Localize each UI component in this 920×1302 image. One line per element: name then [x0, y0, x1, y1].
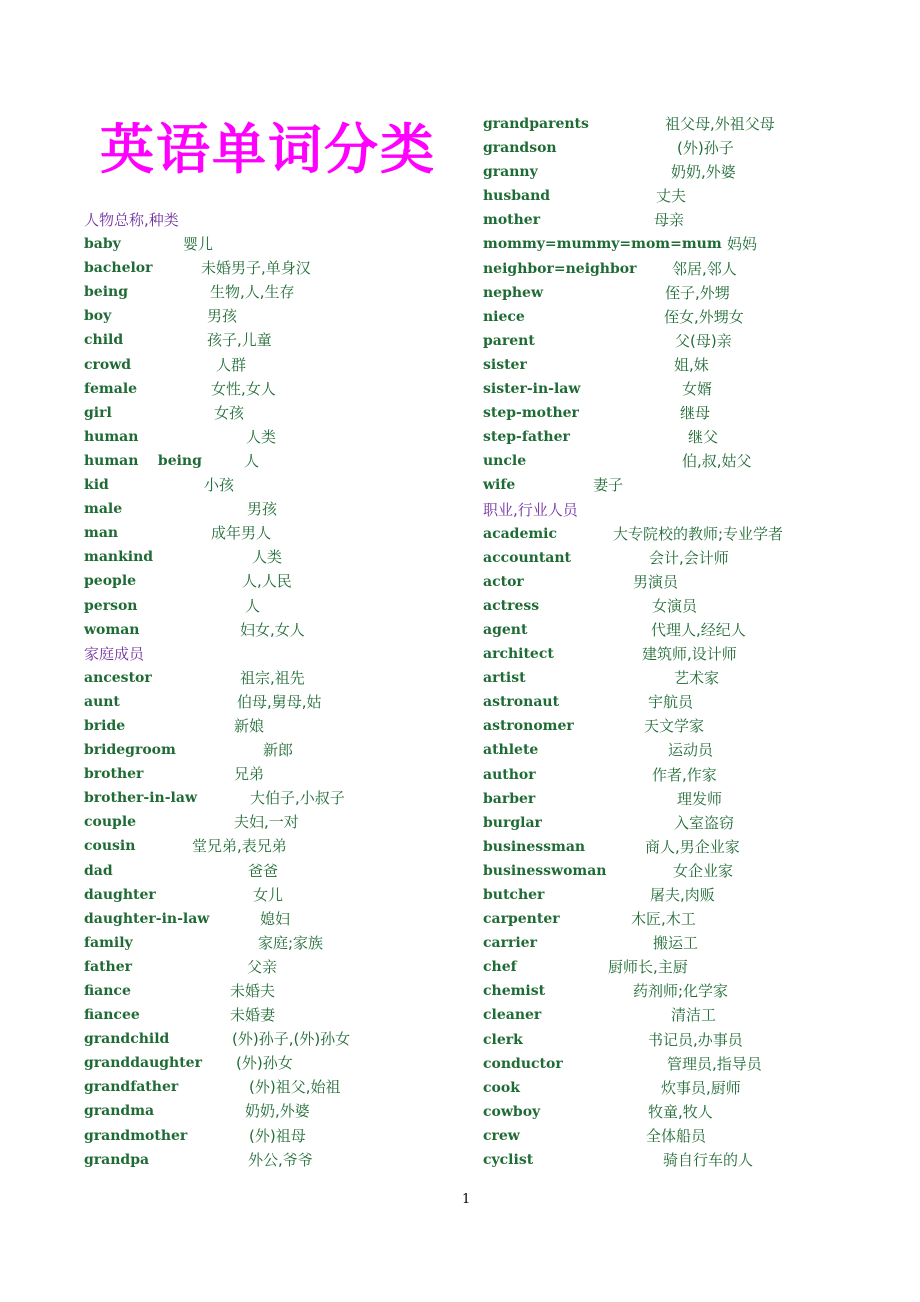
chinese-meaning: 木匠,木工 — [631, 910, 696, 929]
chinese-meaning: 理发师 — [677, 789, 723, 808]
english-word: couple — [84, 814, 137, 831]
chinese-meaning: 未婚男子,单身汉 — [201, 259, 311, 278]
chinese-meaning: 人类 — [246, 427, 277, 446]
chinese-meaning: 作者,作家 — [652, 765, 717, 784]
english-word: academic — [483, 525, 558, 542]
chinese-meaning: 男演员 — [633, 572, 679, 591]
chinese-meaning: 孩子,儿童 — [207, 331, 272, 350]
english-word: male — [84, 501, 123, 518]
chinese-meaning: 大专院校的教师;专业学者 — [613, 524, 784, 543]
chinese-meaning: 天文学家 — [644, 717, 705, 736]
english-word: child — [84, 332, 124, 349]
chinese-meaning: 丈夫 — [656, 187, 687, 206]
english-word: grandma — [84, 1103, 155, 1120]
english-word: family — [84, 934, 133, 951]
english-word: astronomer — [483, 718, 574, 735]
english-word: burglar — [483, 814, 542, 831]
chinese-meaning: 人 — [244, 451, 260, 470]
chinese-meaning: 清洁工 — [671, 1006, 717, 1025]
english-word: ancestor — [84, 669, 152, 686]
english-word: businessman — [483, 838, 586, 855]
chinese-meaning: 夫妇,一对 — [234, 813, 299, 832]
chinese-meaning: 女演员 — [652, 596, 698, 615]
chinese-meaning: (外)孙子 — [677, 139, 734, 158]
chinese-meaning: (外)祖母 — [249, 1126, 306, 1145]
chinese-meaning: 伯,叔,姑父 — [682, 452, 752, 471]
chinese-meaning: 父(母)亲 — [675, 331, 732, 350]
english-word: niece — [483, 308, 525, 325]
english-word: chemist — [483, 983, 546, 1000]
english-word: author — [483, 766, 536, 783]
chinese-meaning: (外)孙女 — [236, 1054, 293, 1073]
chinese-meaning: 继父 — [688, 428, 719, 447]
english-word: girl — [84, 404, 112, 421]
chinese-meaning: 炊事员,厨师 — [661, 1078, 741, 1097]
english-word: uncle — [483, 453, 527, 470]
english-word: female — [84, 380, 138, 397]
chinese-meaning: (外)祖父,始祖 — [249, 1078, 341, 1097]
chinese-meaning: 男孩 — [207, 307, 238, 326]
chinese-meaning: 兄弟 — [234, 765, 265, 784]
english-word: athlete — [483, 742, 539, 759]
chinese-meaning: 人群 — [216, 355, 247, 374]
english-word: fiance — [84, 983, 131, 999]
english-word: brother — [84, 766, 144, 783]
english-word: human — [84, 428, 139, 445]
english-word: crowd — [84, 356, 132, 373]
english-word: sister — [483, 356, 527, 373]
english-word: bride — [84, 717, 126, 734]
chinese-meaning: 运动员 — [668, 741, 714, 760]
chinese-meaning: 外公,爷爷 — [248, 1150, 313, 1169]
chinese-meaning: 妈妈 — [727, 235, 758, 254]
section-heading: 职业,行业人员 — [483, 500, 578, 519]
english-word: woman — [84, 621, 140, 638]
english-word: man — [84, 525, 119, 542]
chinese-meaning: 奶奶,外婆 — [245, 1102, 310, 1121]
english-word: daughter-in-law — [84, 910, 210, 927]
english-word: person — [84, 597, 138, 614]
chinese-meaning: 新娘 — [234, 716, 265, 735]
chinese-meaning: 人 — [245, 596, 261, 615]
chinese-meaning: 女儿 — [253, 885, 284, 904]
english-word: astronaut — [483, 694, 560, 711]
chinese-meaning: 侄女,外甥女 — [664, 307, 744, 326]
section-heading: 人物总称,种类 — [84, 211, 179, 229]
english-word: being — [84, 284, 128, 301]
english-word: aunt — [84, 693, 120, 710]
english-word: carrier — [483, 935, 537, 952]
chinese-meaning: 祖父母,外祖父母 — [665, 115, 775, 133]
english-word: accountant — [483, 549, 571, 566]
chinese-meaning: 姐,妹 — [674, 355, 709, 374]
english-word: carpenter — [483, 911, 560, 928]
english-word: grandson — [483, 140, 557, 157]
english-word: grandfather — [84, 1079, 179, 1096]
chinese-meaning: 男孩 — [247, 500, 278, 519]
chinese-meaning: 艺术家 — [674, 669, 720, 688]
chinese-meaning: 书记员,办事员 — [648, 1030, 743, 1049]
chinese-meaning: (外)孙子,(外)孙女 — [232, 1030, 351, 1049]
chinese-meaning: 堂兄弟,表兄弟 — [192, 837, 287, 856]
page-number: 1 — [462, 1192, 471, 1207]
chinese-meaning: 家庭;家族 — [258, 933, 324, 952]
chinese-meaning: 继母 — [680, 404, 711, 423]
english-word: fiancee — [84, 1007, 140, 1024]
chinese-meaning: 药剂师;化学家 — [633, 982, 729, 1001]
english-word: dad — [84, 862, 113, 879]
chinese-meaning: 女企业家 — [673, 861, 734, 880]
english-word: mother — [483, 212, 541, 229]
chinese-meaning: 牧童,牧人 — [648, 1102, 713, 1121]
chinese-meaning: 商人,男企业家 — [645, 837, 740, 856]
chinese-meaning: 宇航员 — [648, 693, 694, 712]
english-word: chef — [483, 959, 517, 976]
english-word: kid — [84, 477, 109, 494]
english-word: boy — [84, 308, 112, 325]
english-word: butcher — [483, 887, 545, 903]
english-word: wife — [483, 477, 516, 494]
english-word: sister-in-law — [483, 381, 581, 398]
english-word: mommy=mummy=mom=mum — [483, 236, 722, 253]
english-word: actor — [483, 573, 524, 590]
chinese-meaning: 母亲 — [654, 211, 685, 230]
english-word: brother-in-law — [84, 790, 197, 807]
english-word: businesswoman — [483, 862, 607, 879]
chinese-meaning: 大伯子,小叔子 — [250, 789, 345, 808]
english-word: human being — [84, 452, 202, 469]
english-word: grandmother — [84, 1127, 188, 1144]
english-word: cyclist — [483, 1152, 534, 1169]
english-word: step-father — [483, 429, 570, 446]
chinese-meaning: 人,人民 — [242, 572, 292, 591]
english-word: architect — [483, 646, 554, 663]
chinese-meaning: 伯母,舅母,姑 — [237, 692, 322, 711]
chinese-meaning: 媳妇 — [260, 909, 291, 928]
english-word: cowboy — [483, 1103, 541, 1120]
chinese-meaning: 小孩 — [204, 476, 235, 495]
english-word: grandparents — [483, 116, 589, 132]
english-word: grandchild — [84, 1031, 170, 1048]
chinese-meaning: 骑自行车的人 — [663, 1151, 754, 1170]
english-word: neighbor=neighbor — [483, 260, 637, 277]
chinese-meaning: 入室盗窃 — [674, 813, 735, 832]
english-word: cleaner — [483, 1007, 542, 1024]
english-word: cousin — [84, 838, 136, 855]
chinese-meaning: 妇女,女人 — [240, 620, 305, 639]
chinese-meaning: 代理人,经纪人 — [651, 620, 746, 639]
chinese-meaning: 女孩 — [214, 403, 245, 422]
english-word: people — [84, 573, 137, 590]
chinese-meaning: 管理员,指导员 — [667, 1054, 762, 1073]
english-word: baby — [84, 236, 121, 253]
english-word: agent — [483, 621, 528, 638]
english-word: bridegroom — [84, 742, 176, 759]
english-word: nephew — [483, 284, 544, 301]
english-word: granddaughter — [84, 1055, 202, 1072]
english-word: barber — [483, 790, 536, 807]
chinese-meaning: 父亲 — [247, 957, 278, 976]
chinese-meaning: 人类 — [252, 548, 283, 567]
chinese-meaning: 建筑师,设计师 — [642, 645, 737, 664]
chinese-meaning: 侄子,外甥 — [665, 283, 730, 302]
chinese-meaning: 屠夫,肉贩 — [650, 886, 715, 904]
chinese-meaning: 生物,人,生存 — [210, 283, 295, 302]
english-word: father — [84, 958, 133, 975]
chinese-meaning: 厨师长,主厨 — [608, 958, 688, 977]
chinese-meaning: 搬运工 — [653, 934, 699, 953]
english-word: step-mother — [483, 405, 579, 422]
english-word: grandpa — [84, 1151, 150, 1168]
chinese-meaning: 新郎 — [263, 741, 294, 760]
english-word: husband — [483, 188, 551, 205]
chinese-meaning: 祖宗,祖先 — [240, 668, 305, 687]
english-word: bachelor — [84, 260, 153, 277]
chinese-meaning: 妻子 — [593, 476, 624, 495]
chinese-meaning: 邻居,邻人 — [672, 259, 737, 278]
english-word: artist — [483, 670, 526, 687]
english-word: daughter — [84, 886, 156, 903]
chinese-meaning: 未婚妻 — [230, 1006, 276, 1025]
english-word: clerk — [483, 1031, 523, 1048]
english-word: mankind — [84, 549, 154, 566]
chinese-meaning: 婴儿 — [183, 235, 214, 254]
english-word: parent — [483, 332, 535, 349]
chinese-meaning: 未婚夫 — [230, 982, 276, 1000]
chinese-meaning: 女性,女人 — [211, 379, 276, 398]
chinese-meaning: 奶奶,外婆 — [671, 163, 736, 182]
chinese-meaning: 成年男人 — [211, 524, 272, 543]
english-word: granny — [483, 164, 538, 181]
english-word: cook — [483, 1079, 520, 1096]
page-title: 英语单词分类 — [100, 118, 436, 181]
chinese-meaning: 爸爸 — [248, 861, 279, 880]
chinese-meaning: 女婿 — [682, 380, 713, 399]
chinese-meaning: 全体船员 — [646, 1126, 707, 1145]
english-word: crew — [483, 1127, 520, 1144]
section-heading: 家庭成员 — [84, 644, 145, 663]
english-word: actress — [483, 597, 540, 614]
chinese-meaning: 会计,会计师 — [649, 548, 729, 567]
english-word: conductor — [483, 1055, 563, 1072]
